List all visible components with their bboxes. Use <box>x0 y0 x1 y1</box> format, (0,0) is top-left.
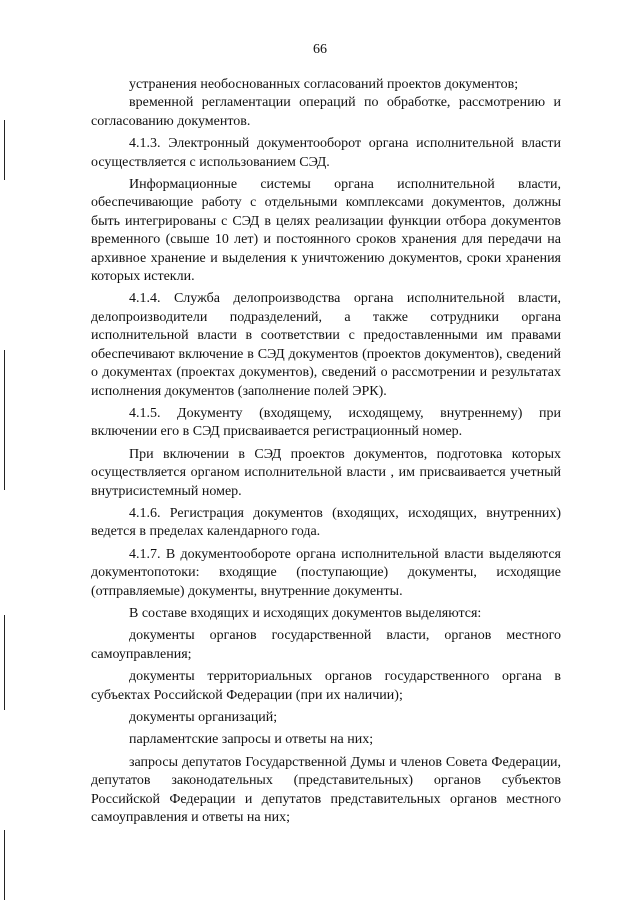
paragraph: 4.1.3. Электронный документооборот органа исполнительной власти осуществляется с использованием СЭД. <box>91 136 561 170</box>
list-item: парламентские запросы и ответы на них; <box>129 732 374 748</box>
list-item: запросы депутатов Государственной Думы и членов Совета Федерации, депутатов законодательных (представительных) органов субъектов Российской Федерации и депутатов представительных органов местного самоуправления и ответы на них; <box>91 754 561 826</box>
scan-edge-mark <box>4 120 5 180</box>
paragraph: 4.1.4. Служба делопроизводства органа исполнительной власти, делопроизводители подразделений, а также сотрудники органа исполнительной власти в соответствии с предоставленными им правами обеспечивают включение в СЭД документов (проектов документов), сведений о документах (проектах документов), сведений о рассмотрении и результатах исполнения документов (заполнение полей ЭРК). <box>91 291 561 399</box>
paragraph: 4.1.6. Регистрация документов (входящих, исходящих, внутренних) ведется в пределах календарного года. <box>91 505 561 540</box>
page-number: 66 <box>313 42 327 57</box>
list-item: документы организаций; <box>129 710 278 725</box>
document-body <box>91 76 561 827</box>
scan-edge-mark <box>4 830 5 900</box>
paragraph: временной регламентации операций по обработке, рассмотрению и согласованию документов. <box>91 95 561 129</box>
scan-edge-mark <box>4 350 5 490</box>
scan-edge-mark <box>4 615 5 710</box>
paragraph: 4.1.5. Документу (входящему, исходящему, внутреннему) при включении его в СЭД присваивается регистрационный номер. <box>91 405 561 440</box>
paragraph: устранения необоснованных согласований проектов документов; <box>129 77 519 92</box>
paragraph: В составе входящих и исходящих документов выделяются: <box>129 605 482 621</box>
paragraph: При включении в СЭД проектов документов, подготовка которых осуществляется органом исполнительной власти , им присваивается учетный внутрисистемный номер. <box>91 446 561 499</box>
list-item: документы органов государственной власти, органов местного самоуправления; <box>91 628 561 662</box>
paragraph: Информационные системы органа исполнительной власти, обеспечивающие работу с отдельными комплексами документов, должны быть интегрированы с СЭД в целях реализации функции отбора документов временного (свыше 10 лет) и постоянного сроков хранения для передачи на архивное хранение и выделения к уничтожению документов, сроки хранения которых истекли. <box>91 177 561 285</box>
paragraph: 4.1.7. В документообороте органа исполнительной власти выделяются документопотоки: входящие (поступающие) документы, исходящие (отправляемые) документы, внутренние документы. <box>91 546 561 599</box>
list-item: документы территориальных органов государственного органа в субъектах Российской Федерации (при их наличии); <box>91 669 561 703</box>
